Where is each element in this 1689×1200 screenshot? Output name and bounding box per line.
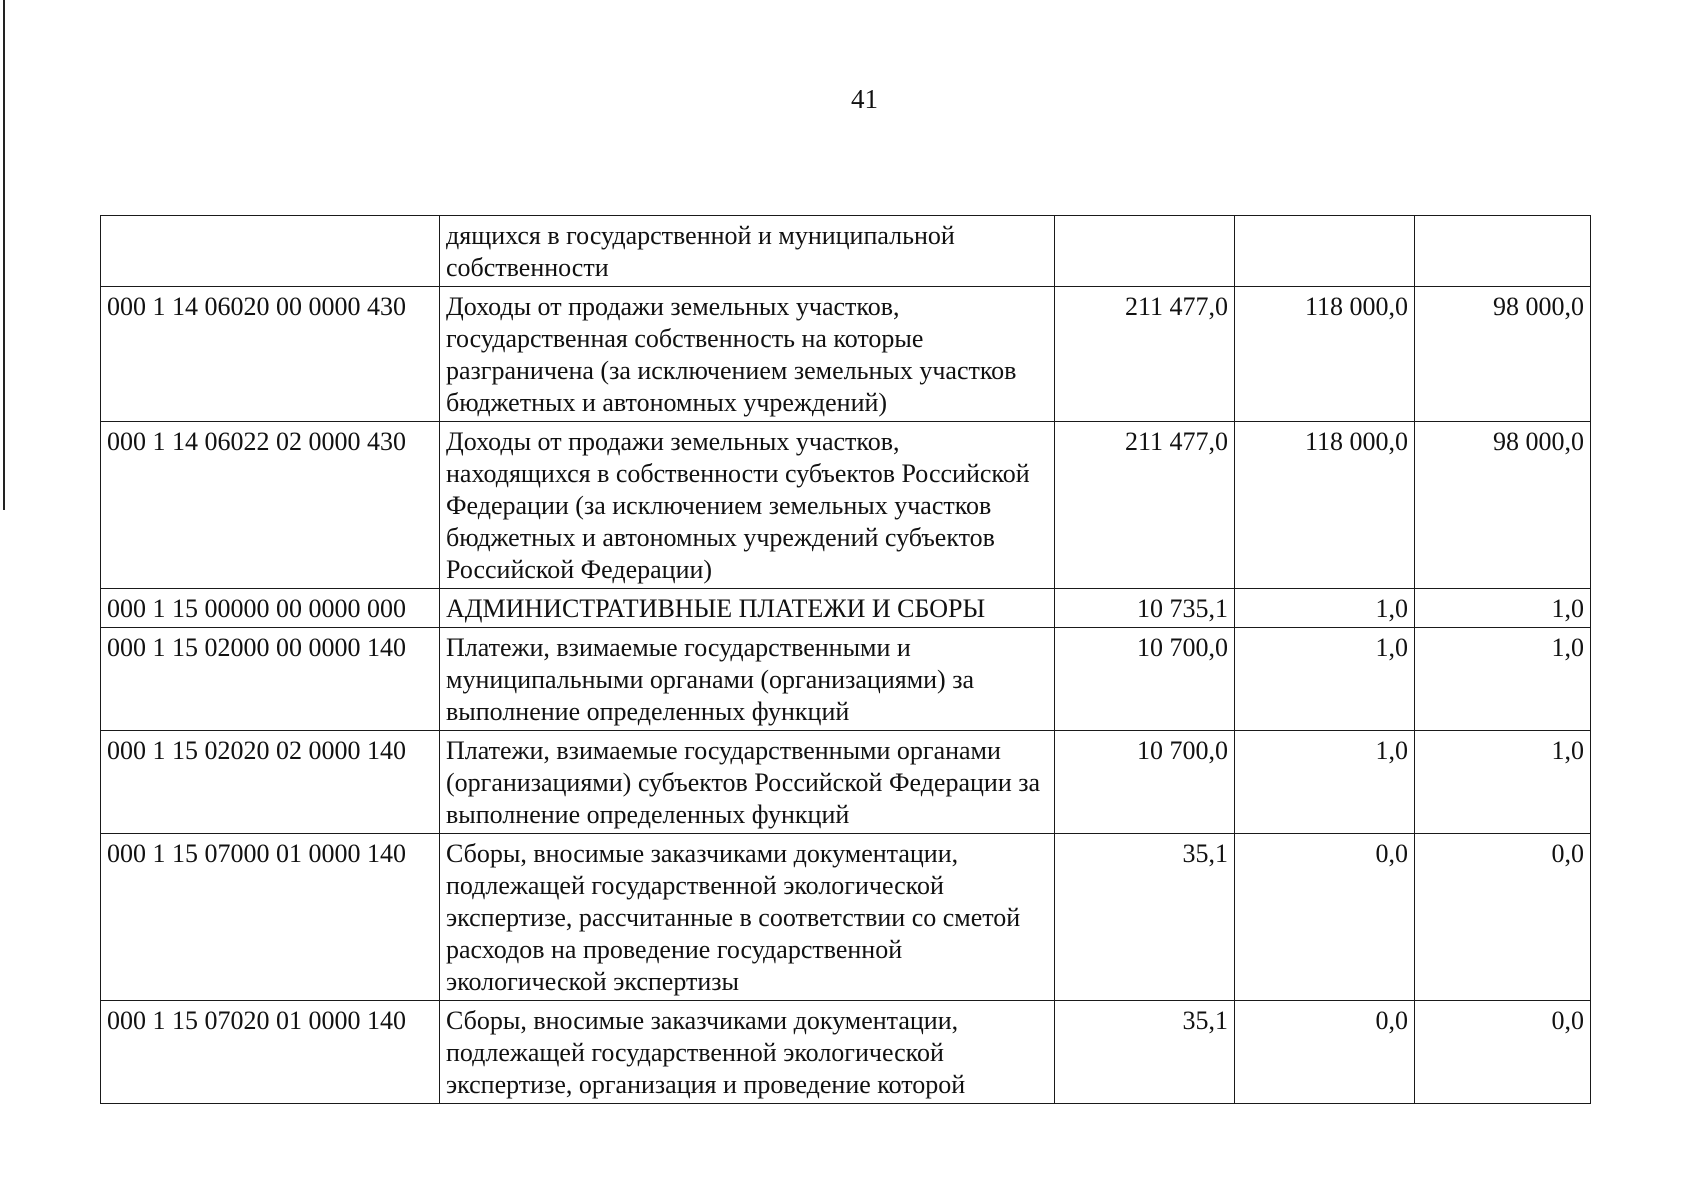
budget-code-cell: 000 1 14 06020 00 0000 430 bbox=[101, 287, 440, 422]
value-col3-cell: 0,0 bbox=[1415, 834, 1591, 1001]
income-name-cell: Платежи, взимаемые государственными и муниципальными органами (организациями) за выполнение определенных функций bbox=[440, 628, 1055, 731]
income-name-cell: АДМИНИСТРАТИВНЫЕ ПЛАТЕЖИ И СБОРЫ bbox=[440, 589, 1055, 628]
budget-code-cell: 000 1 14 06022 02 0000 430 bbox=[101, 422, 440, 589]
value-col2-cell bbox=[1235, 216, 1415, 287]
value-col1-cell: 211 477,0 bbox=[1055, 287, 1235, 422]
value-col2-cell: 0,0 bbox=[1235, 834, 1415, 1001]
value-col2-cell: 1,0 bbox=[1235, 731, 1415, 834]
value-col2-cell: 0,0 bbox=[1235, 1001, 1415, 1104]
value-col3-cell: 1,0 bbox=[1415, 589, 1591, 628]
table-row bbox=[101, 731, 1591, 834]
income-name-cell: дящихся в государственной и муниципальной собственности bbox=[440, 216, 1055, 287]
income-name-cell: Сборы, вносимые заказчиками документации, подлежащей государственной экологической экспертизе, организация и проведение которой bbox=[440, 1001, 1055, 1104]
value-col1-cell: 35,1 bbox=[1055, 834, 1235, 1001]
income-name-cell: Доходы от продажи земельных участков, находящихся в собственности субъектов Российской Федерации (за исключением земельных участков бюджетных и автономных учреждений субъектов Российской Федерации) bbox=[440, 422, 1055, 589]
income-name-cell: Платежи, взимаемые государственными органами (организациями) субъектов Российской Федерации за выполнение определенных функций bbox=[440, 731, 1055, 834]
value-col1-cell: 10 700,0 bbox=[1055, 628, 1235, 731]
value-col1-cell: 211 477,0 bbox=[1055, 422, 1235, 589]
value-col1-cell: 35,1 bbox=[1055, 1001, 1235, 1104]
table-row bbox=[101, 834, 1591, 1001]
budget-code-cell: 000 1 15 07000 01 0000 140 bbox=[101, 834, 440, 1001]
table-row bbox=[101, 422, 1591, 589]
budget-code-cell: 000 1 15 02020 02 0000 140 bbox=[101, 731, 440, 834]
table-row bbox=[101, 216, 1591, 287]
value-col3-cell: 98 000,0 bbox=[1415, 422, 1591, 589]
value-col3-cell: 1,0 bbox=[1415, 628, 1591, 731]
value-col3-cell: 98 000,0 bbox=[1415, 287, 1591, 422]
value-col1-cell: 10 700,0 bbox=[1055, 731, 1235, 834]
budget-code-cell: 000 1 15 07020 01 0000 140 bbox=[101, 1001, 440, 1104]
budget-table bbox=[100, 215, 1591, 1104]
table-row bbox=[101, 589, 1591, 628]
value-col1-cell bbox=[1055, 216, 1235, 287]
table-row bbox=[101, 628, 1591, 731]
income-name-cell: Сборы, вносимые заказчиками документации, подлежащей государственной экологической экспертизе, рассчитанные в соответствии со сметой расходов на проведение государственной экологической экспертизы bbox=[440, 834, 1055, 1001]
value-col3-cell: 0,0 bbox=[1415, 1001, 1591, 1104]
income-name-cell: Доходы от продажи земельных участков, государственная собственность на которые разграничена (за исключением земельных участков бюджетных и автономных учреждений) bbox=[440, 287, 1055, 422]
budget-code-cell: 000 1 15 00000 00 0000 000 bbox=[101, 589, 440, 628]
table-row bbox=[101, 1001, 1591, 1104]
budget-code-cell: 000 1 15 02000 00 0000 140 bbox=[101, 628, 440, 731]
value-col2-cell: 118 000,0 bbox=[1235, 422, 1415, 589]
scan-edge-line bbox=[3, 0, 5, 510]
value-col2-cell: 1,0 bbox=[1235, 589, 1415, 628]
value-col2-cell: 118 000,0 bbox=[1235, 287, 1415, 422]
value-col2-cell: 1,0 bbox=[1235, 628, 1415, 731]
budget-code-cell bbox=[101, 216, 440, 287]
page-number: 41 bbox=[851, 84, 878, 114]
table-row bbox=[101, 287, 1591, 422]
value-col1-cell: 10 735,1 bbox=[1055, 589, 1235, 628]
value-col3-cell bbox=[1415, 216, 1591, 287]
value-col3-cell: 1,0 bbox=[1415, 731, 1591, 834]
